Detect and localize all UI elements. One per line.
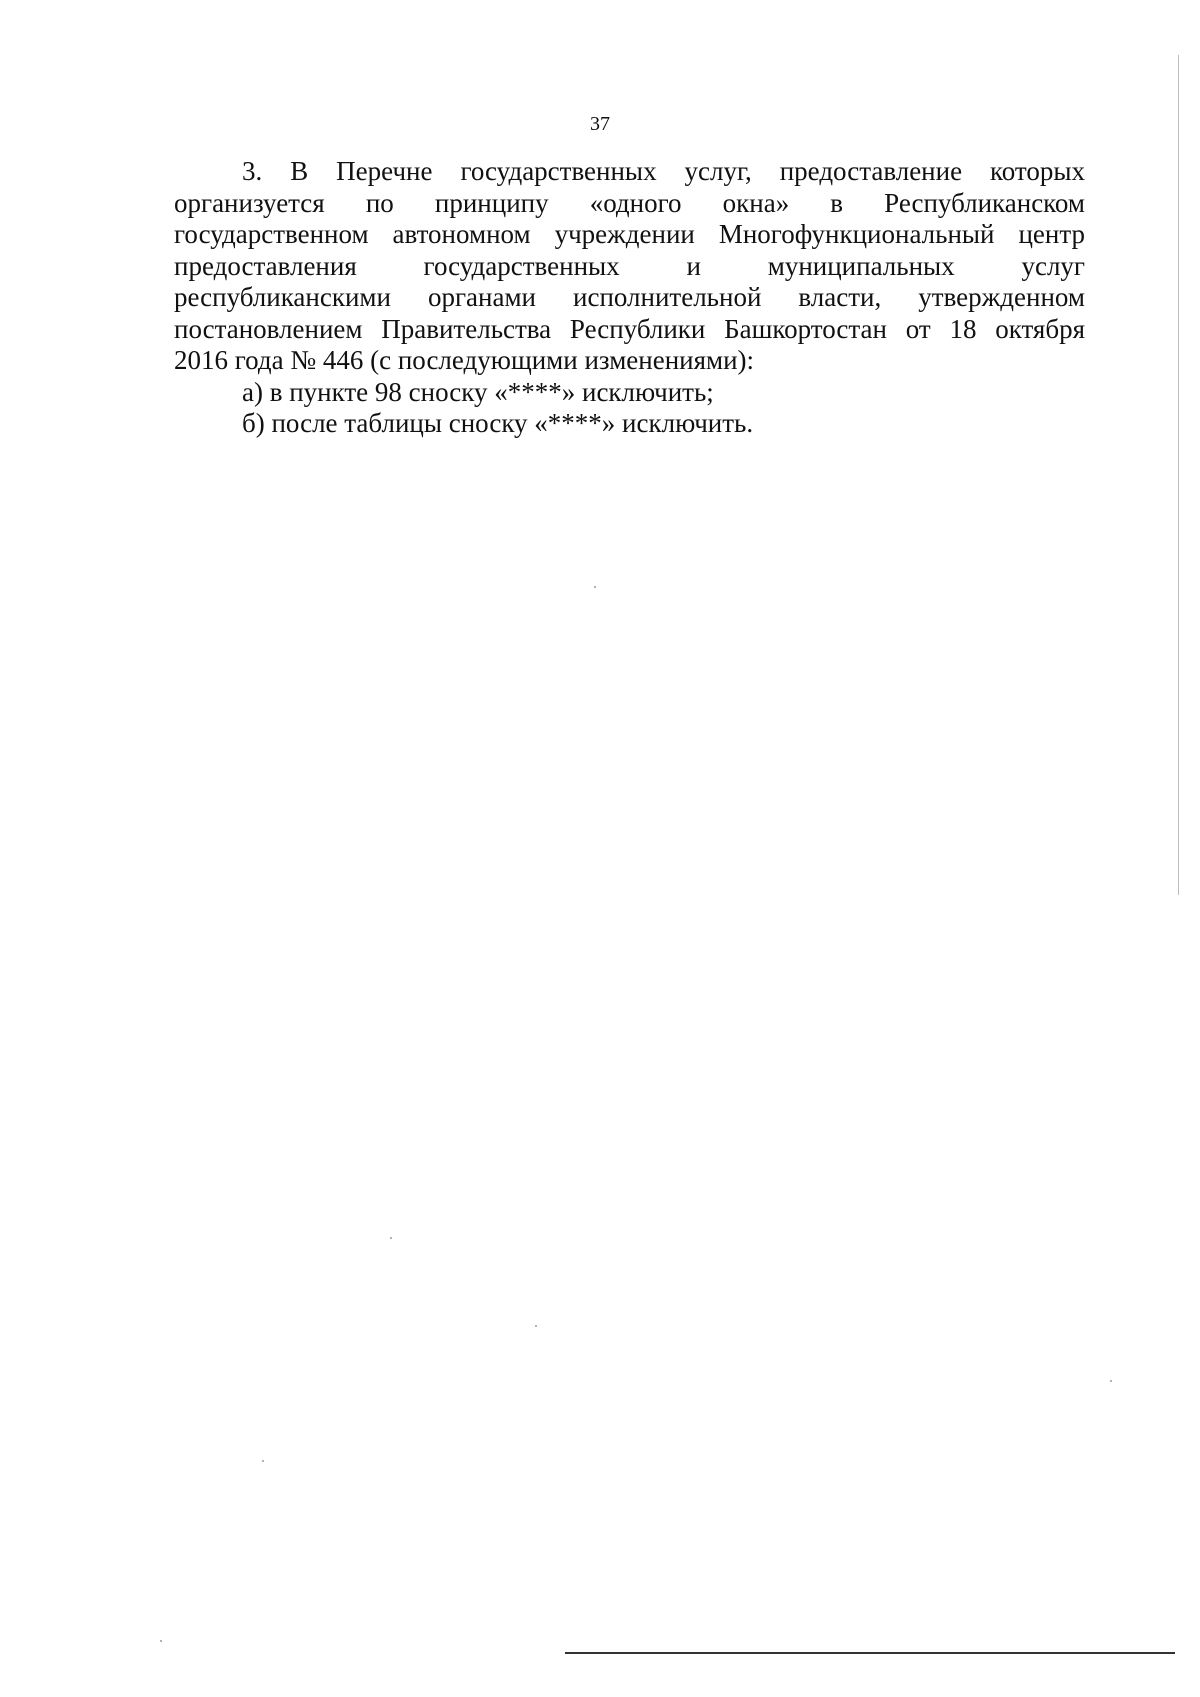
bottom-rule xyxy=(565,1652,1175,1654)
scan-speck xyxy=(262,1460,264,1462)
scan-speck xyxy=(594,586,596,588)
document-body xyxy=(174,156,1085,440)
list-item-b: б) после таблицы сноску «****» исключить. xyxy=(242,408,754,438)
scan-speck xyxy=(535,1325,537,1327)
paragraph-line-7: 2016 года № 446 (с последующими изменениями): xyxy=(174,345,755,375)
paragraph-line-4: предоставления государственных и муниципальных услуг xyxy=(174,250,1085,281)
scan-speck xyxy=(160,1640,162,1642)
scan-speck xyxy=(390,1237,392,1239)
scan-speck xyxy=(1110,1380,1112,1382)
main-paragraph xyxy=(174,156,1085,377)
page-number: 37 xyxy=(590,113,610,135)
paragraph-line-5: республиканскими органами исполнительной власти, утвержденном xyxy=(174,282,1085,312)
paragraph-line-1: 3. В Перечне государственных услуг, предоставление которых xyxy=(242,156,1085,186)
paragraph-line-3: государственном автономном учреждении Многофункциональный центр xyxy=(174,219,1085,249)
list-item-a: а) в пункте 98 сноску «****» исключить; xyxy=(242,376,714,407)
paragraph-line-2: организуется по принципу «одного окна» в Республиканском xyxy=(174,187,1085,218)
page-edge-line xyxy=(1178,55,1179,895)
paragraph-line-6: постановлением Правительства Республики Башкортостан от 18 октября xyxy=(174,313,1085,344)
